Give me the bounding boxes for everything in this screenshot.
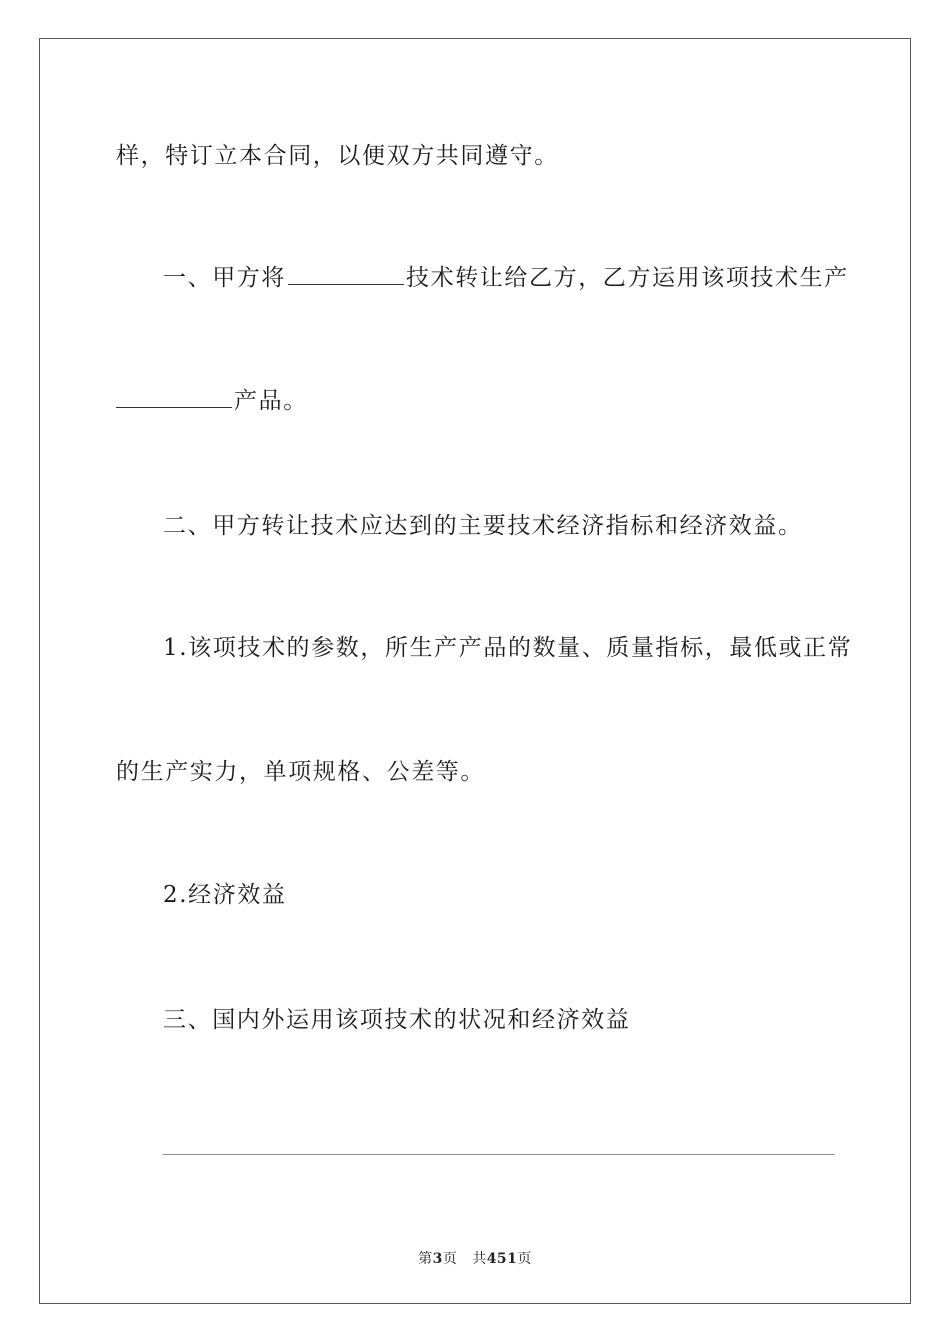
line-text: 三、国内外运用该项技术的状况和经济效益 <box>163 1007 631 1033</box>
line-text: 的生产实力，单项规格、公差等。 <box>116 759 485 785</box>
line-text: 技术转让给乙方，乙方运用该项技术生产 <box>406 265 849 291</box>
paragraph-line-5 <box>163 633 852 663</box>
paragraph-line-3 <box>116 385 308 416</box>
line-text: 1.该项技术的参数，所生产产品的数量、质量指标，最低或正常 <box>163 635 853 661</box>
paragraph-line-8 <box>163 1005 630 1035</box>
page-prefix: 第 <box>418 1251 433 1267</box>
fill-in-blank <box>116 385 232 408</box>
line-text: 二、甲方转让技术应达到的主要技术经济指标和经济效益。 <box>163 513 803 539</box>
paragraph-line-6 <box>116 757 485 787</box>
line-text: 产品。 <box>234 388 308 414</box>
paragraph-line-4 <box>163 511 803 541</box>
page-suffix: 页 <box>442 1251 458 1267</box>
footer-divider <box>163 1154 835 1155</box>
page-number: 3 <box>432 1251 443 1267</box>
line-text: 样，特订立本合同，以便双方共同遵守。 <box>116 143 559 169</box>
line-text: 2.经济效益 <box>163 882 287 908</box>
total-prefix: 共 <box>472 1251 487 1267</box>
paragraph-line-7 <box>163 880 287 910</box>
line-text: 一、甲方将 <box>163 265 286 291</box>
page-footer <box>0 1248 950 1268</box>
total-suffix: 页 <box>517 1251 532 1267</box>
page-border <box>39 38 911 1304</box>
paragraph-line-2 <box>163 262 849 293</box>
total-pages: 451 <box>486 1251 518 1267</box>
fill-in-blank <box>288 262 404 285</box>
paragraph-line-1 <box>116 141 559 171</box>
